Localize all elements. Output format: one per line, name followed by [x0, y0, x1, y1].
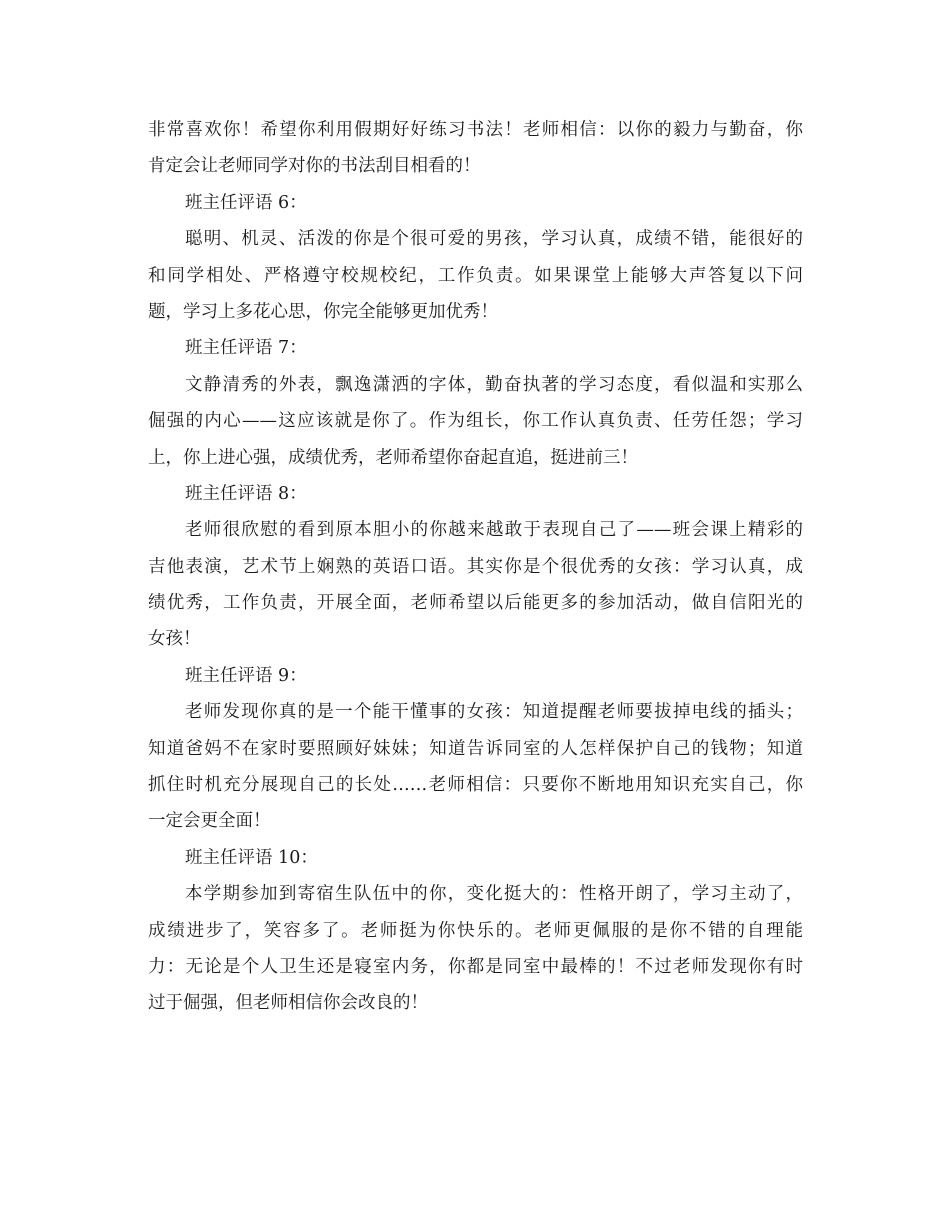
- paragraph-line: 老师很欣慰的看到原本胆小的你越来越敢于表现自己了——班会课上精彩的: [185, 520, 803, 541]
- paragraph-line: 知道爸妈不在家时要照顾好妹妹；知道告诉同室的人怎样保护自己的钱物；知道: [148, 738, 803, 759]
- paragraph-line: 女孩！: [148, 629, 201, 650]
- paragraph-line: 题，学习上多花心思，你完全能够更加优秀！: [148, 301, 498, 322]
- section-heading: 班主任评语 9：: [185, 665, 307, 686]
- paragraph-line: 吉他表演，艺术节上娴熟的英语口语。其实你是个很优秀的女孩：学习认真，成: [148, 556, 803, 577]
- paragraph-line: 绩优秀，工作负责，开展全面，老师希望以后能更多的参加活动，做自信阳光的: [148, 593, 803, 614]
- paragraph-line: 和同学相处、严格遵守校规校纪，工作负责。如果课堂上能够大声答复以下问: [148, 265, 803, 286]
- paragraph-line: 倔强的内心——这应该就是你了。作为组长，你工作认真负责、任劳任怨；学习: [148, 411, 803, 432]
- paragraph-line: 上，你上进心强，成绩优秀，老师希望你奋起直追，挺进前三！: [148, 447, 638, 468]
- paragraph-line: 过于倔强，但老师相信你会改良的！: [148, 993, 428, 1014]
- section-heading: 班主任评语 8：: [185, 483, 307, 504]
- paragraph-line: 肯定会让老师同学对你的书法刮目相看的！: [148, 156, 481, 177]
- section-heading: 班主任评语 7：: [185, 338, 307, 359]
- document-page: [148, 112, 803, 1022]
- paragraph-line: 文静清秀的外表，飘逸潇洒的字体，勤奋执著的学习态度，看似温和实那么: [185, 374, 803, 395]
- paragraph-line: 成绩进步了，笑容多了。老师挺为你快乐的。老师更佩服的是你不错的自理能: [148, 920, 803, 941]
- paragraph-line: 聪明、机灵、活泼的你是个很可爱的男孩，学习认真，成绩不错，能很好的: [185, 229, 803, 250]
- paragraph-line: 一定会更全面！: [148, 811, 271, 832]
- section-heading: 班主任评语 6：: [185, 192, 307, 213]
- paragraph-line: 力：无论是个人卫生还是寝室内务，你都是同室中最棒的！不过老师发现你有时: [148, 956, 803, 977]
- paragraph-line: 本学期参加到寄宿生队伍中的你，变化挺大的：性格开朗了，学习主动了，: [185, 884, 803, 905]
- paragraph-line: 老师发现你真的是一个能干懂事的女孩：知道提醒老师要拔掉电线的插头；: [185, 702, 803, 723]
- paragraph-line: 非常喜欢你！希望你利用假期好好练习书法！老师相信：以你的毅力与勤奋，你: [148, 120, 803, 140]
- paragraph-line: 抓住时机充分展现自己的长处……老师相信：只要你不断地用知识充实自己，你: [148, 775, 803, 796]
- section-heading: 班主任评语 10：: [185, 847, 318, 868]
